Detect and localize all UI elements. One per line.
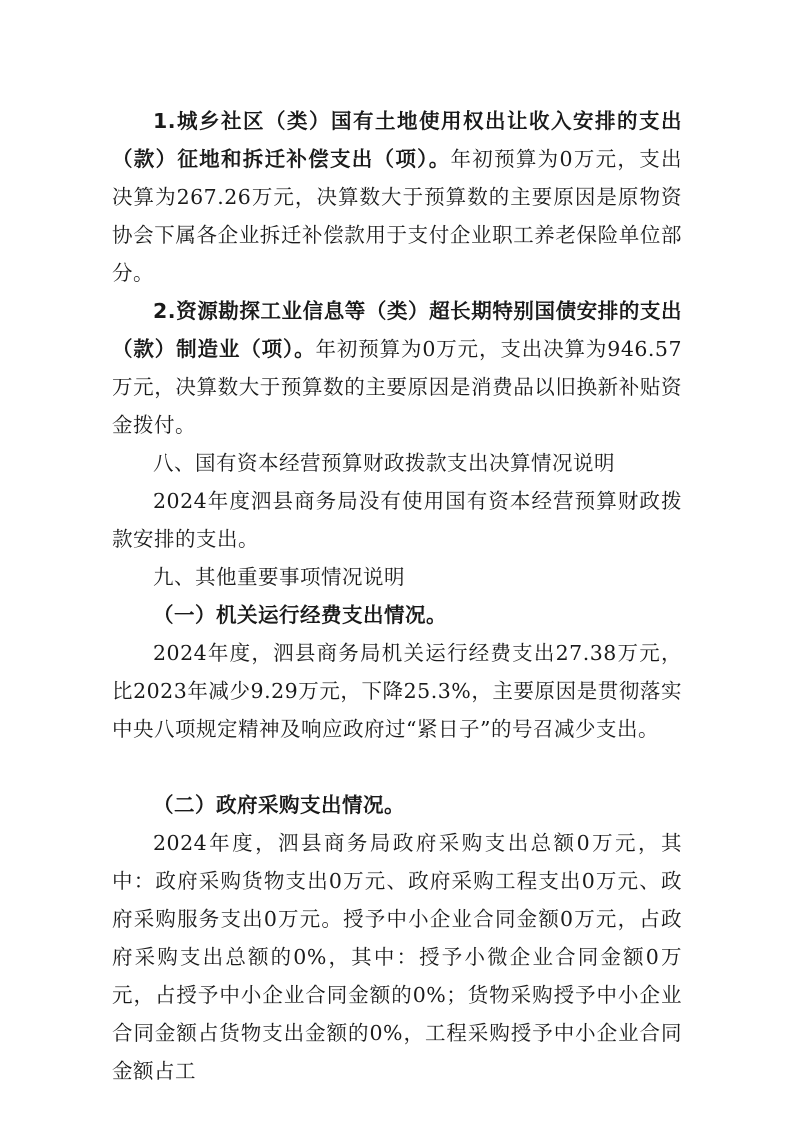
item2-title: 2.资源勘探工业信息等（类）超长期特别国债安排的支出（款）制造业（项）。 xyxy=(112,299,682,361)
item1-paragraph xyxy=(112,102,682,292)
section9-sub1-heading: （一）机关运行经费支出情况。 xyxy=(153,603,447,627)
section9-heading: 九、其他重要事项情况说明 xyxy=(153,565,405,589)
item2-paragraph xyxy=(112,292,682,444)
item2-body: 年初预算为0万元，支出决算为946.57万元，决算数大于预算数的主要原因是消费品以旧换新补贴资金拨付。 xyxy=(112,337,683,437)
item1-body: 年初预算为0万元，支出决算为267.26万元，决算数大于预算数的主要原因是原物资协会下属各企业拆迁补偿款用于支付企业职工养老保险单位部分。 xyxy=(112,147,683,285)
section8-body: 2024年度泗县商务局没有使用国有资本经营预算财政拨款安排的支出。 xyxy=(112,489,682,551)
section9-sub2-heading: （二）政府采购支出情况。 xyxy=(153,793,405,817)
section9-sub1-body: 2024年度，泗县商务局机关运行经费支出27.38万元，比2023年减少9.29万元，下降25.3%，主要原因是贯彻落实中央八项规定精神及响应政府过“紧日子”的号召减少支出。 xyxy=(112,641,682,741)
item1-title: 1.城乡社区（类）国有土地使用权出让收入安排的支出（款）征地和拆迁补偿支出（项）。 xyxy=(112,109,682,171)
section9-sub2-body: 2024年度，泗县商务局政府采购支出总额0万元，其中：政府采购货物支出0万元、政府采购工程支出0万元、政府采购服务支出0万元。授予中小企业合同金额0万元，占政府采购支出总额的0%，其中：授予小微企业合同金额0万元，占授予中小企业合同金额的0%；货物采购授予中小企业合同金额占货物支出金额的0%，工程采购授予中小企业合同金额占工 xyxy=(112,831,682,1083)
section8-heading: 八、国有资本经营预算财政拨款支出决算情况说明 xyxy=(153,451,615,475)
